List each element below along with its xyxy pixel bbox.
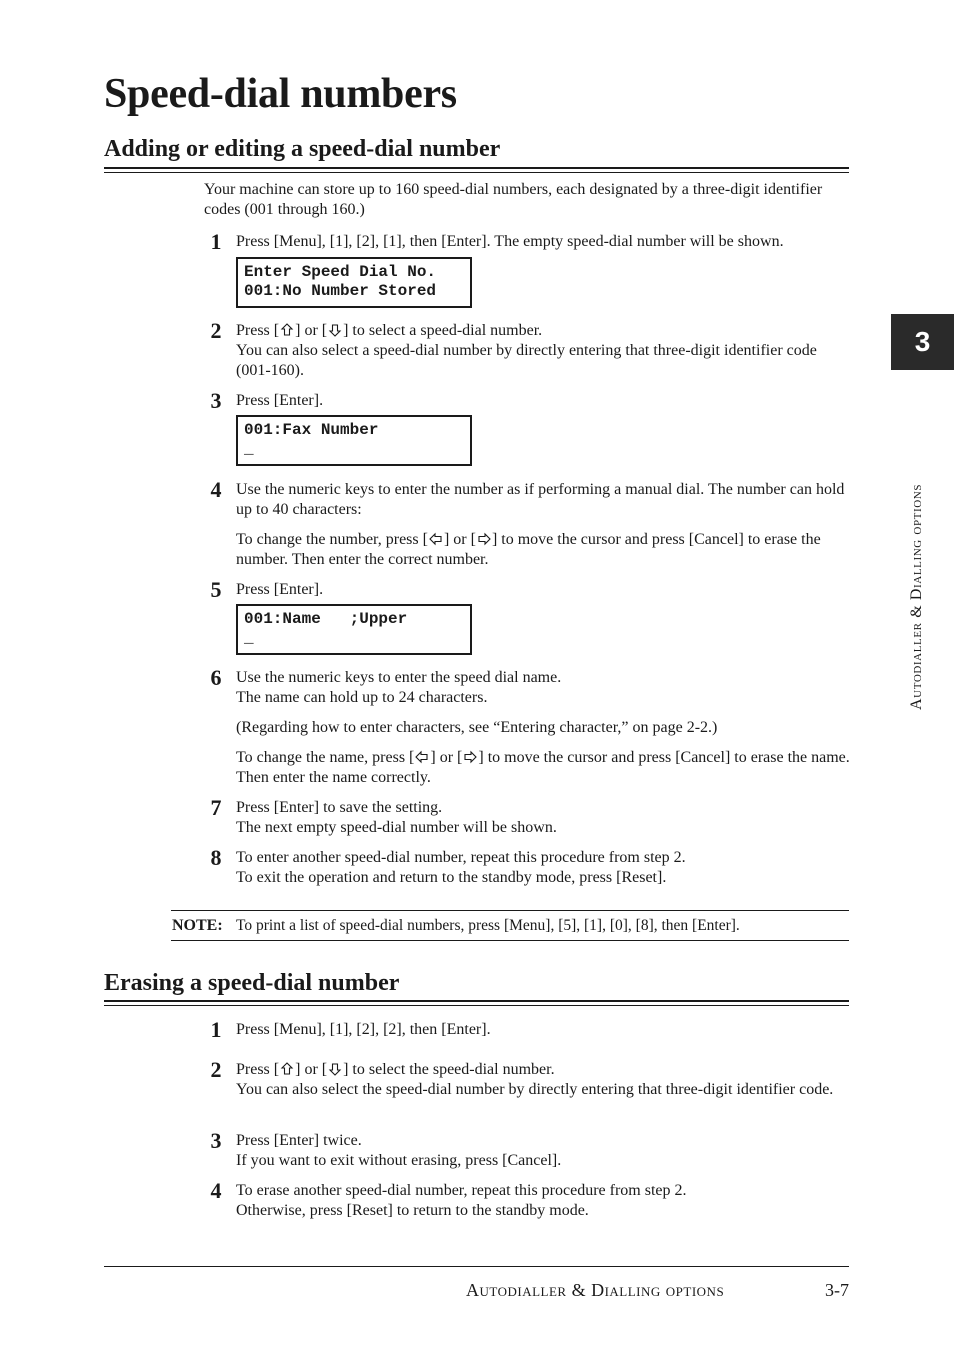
- lcd-line: 001:No Number Stored: [244, 282, 437, 300]
- arrow-down-key-icon: [328, 323, 342, 337]
- step-text: Press [ ] or [ ] to select the speed-dial number. You can also select the speed-dial number by directly entering that three-digit identifier code.: [236, 1061, 834, 1098]
- step-text: To erase another speed-dial number, repeat this procedure from step 2. Otherwise, press [Reset] to return to the standby mode.: [236, 1182, 687, 1219]
- step-text: Press [Enter] to save the setting. The next empty speed-dial number will be shown.: [236, 799, 557, 836]
- page-number: 3-7: [825, 1280, 849, 1300]
- step-text: Press [ ] or [ ] to select a speed-dial number. You can also select a speed-dial number by directly entering that three-digit identifier code (001-160).: [236, 322, 817, 379]
- step-text: Press [Enter] twice. If you want to exit without erasing, press [Cancel].: [236, 1132, 562, 1169]
- step-number: 8: [210, 845, 222, 870]
- lcd-line: _: [244, 440, 254, 458]
- arrow-right-key-icon: [463, 750, 477, 764]
- lcd-display: [236, 604, 472, 655]
- step-number: 5: [210, 577, 222, 602]
- step-text: Use the numeric keys to enter the number as if performing a manual dial. The number can hold up to 40 characters:: [236, 481, 845, 518]
- lcd-line: _: [244, 629, 254, 647]
- arrow-left-key-icon: [429, 532, 443, 546]
- lcd-display: [236, 257, 472, 308]
- arrow-up-key-icon: [280, 323, 294, 337]
- step-number: 2: [210, 1057, 222, 1082]
- step-text: To enter another speed-dial number, repeat this procedure from step 2. To exit the operation and return to the standby mode, press [Reset].: [236, 849, 686, 886]
- note-text: To print a list of speed-dial numbers, press [Menu], [5], [1], [0], [8], then [Enter].: [236, 917, 740, 934]
- intro-paragraph: Your machine can store up to 160 speed-dial numbers, each designated by a three-digit identifier codes (001 through 160.): [204, 181, 823, 218]
- step-text: Press [Enter].: [236, 581, 324, 598]
- chapter-tab: 3: [891, 314, 954, 370]
- lcd-line: Enter Speed Dial No.: [244, 263, 437, 281]
- note-box: [171, 910, 849, 941]
- page-title: Speed-dial numbers: [104, 71, 457, 117]
- section-heading-erasing: Erasing a speed-dial number: [104, 970, 400, 996]
- step-text: Press [Enter].: [236, 392, 324, 409]
- arrow-down-key-icon: [328, 1062, 342, 1076]
- step-text: Press [Menu], [1], [2], [2], then [Enter].: [236, 1021, 491, 1038]
- lcd-line: 001:Name ;Upper: [244, 610, 408, 628]
- arrow-right-key-icon: [477, 532, 491, 546]
- section-rule: [104, 167, 849, 173]
- section-heading-adding: Adding or editing a speed-dial number: [104, 136, 501, 162]
- step-subtext: To change the number, press [ ] or [ ] to move the cursor and press [Cancel] to erase the number. Then enter the correct number.: [236, 531, 821, 568]
- step-number: 1: [210, 229, 222, 254]
- step-number: 3: [210, 1128, 222, 1153]
- note-label: NOTE:: [172, 917, 223, 934]
- step-number: 4: [210, 1178, 222, 1203]
- step-number: 4: [210, 477, 222, 502]
- arrow-up-key-icon: [280, 1062, 294, 1076]
- step-subtext: (Regarding how to enter characters, see “Entering character,” on page 2-2.): [236, 719, 718, 736]
- footer: [466, 1278, 849, 1302]
- arrow-left-key-icon: [415, 750, 429, 764]
- step-text: Use the numeric keys to enter the speed dial name. The name can hold up to 24 characters.: [236, 669, 562, 706]
- step-number: 1: [210, 1017, 222, 1042]
- section-rule: [104, 1000, 849, 1006]
- step-number: 2: [210, 318, 222, 343]
- step-number: 3: [210, 388, 222, 413]
- lcd-display: [236, 415, 472, 466]
- footer-title: Autodialler & Dialling options: [466, 1280, 725, 1300]
- chapter-side-title: Autodialler & Dialling options: [908, 483, 925, 710]
- step-subtext: To change the name, press [ ] or [ ] to move the cursor and press [Cancel] to erase the name. Then enter the name correctly.: [236, 749, 850, 786]
- footer-rule: [104, 1266, 849, 1267]
- step-number: 6: [210, 665, 222, 690]
- step-text: Press [Menu], [1], [2], [1], then [Enter]. The empty speed-dial number will be shown.: [236, 233, 784, 250]
- step-number: 7: [210, 795, 222, 820]
- lcd-line: 001:Fax Number: [244, 421, 379, 439]
